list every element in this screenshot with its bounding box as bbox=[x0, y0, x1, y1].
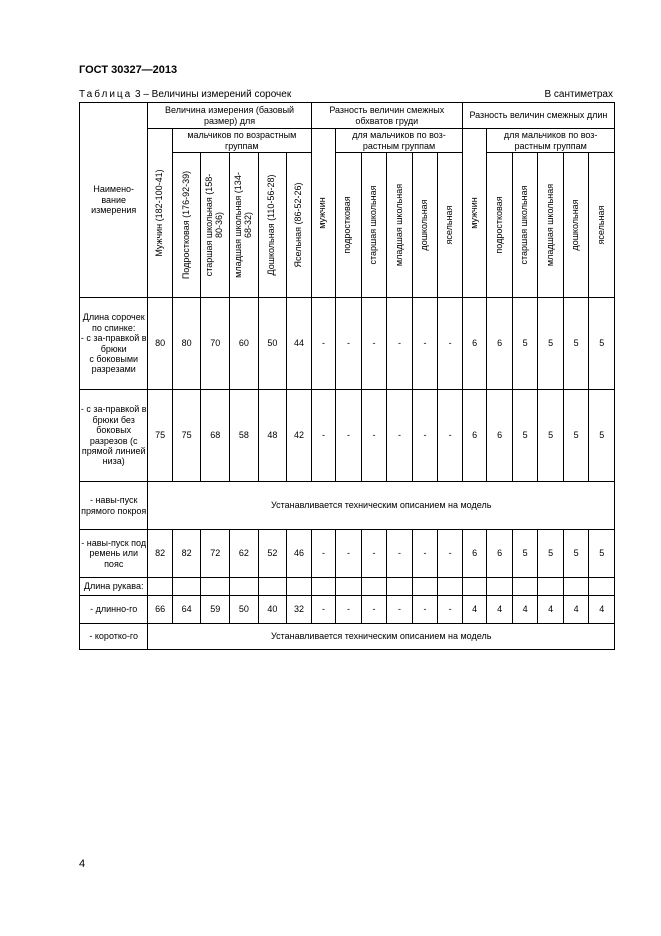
value-cell: - bbox=[311, 530, 336, 578]
value-cell: - bbox=[412, 530, 438, 578]
value-cell: 58 bbox=[230, 390, 259, 482]
value-cell: 66 bbox=[148, 596, 173, 624]
header-col: старшая школьная bbox=[512, 153, 538, 298]
value-cell: - bbox=[387, 298, 413, 390]
header-col: младшая школьная bbox=[538, 153, 564, 298]
value-cell bbox=[589, 578, 615, 596]
value-cell bbox=[172, 578, 201, 596]
table-caption-prefix: Таблица bbox=[79, 89, 133, 100]
value-cell: 75 bbox=[172, 390, 201, 482]
header-boys-girth: для мальчиков по воз-растным группам bbox=[336, 129, 463, 153]
header-col: Мужчин (182-100-41) bbox=[148, 129, 173, 298]
value-cell: - bbox=[412, 596, 438, 624]
value-cell: - bbox=[361, 596, 387, 624]
value-cell: 5 bbox=[538, 390, 564, 482]
value-cell: 4 bbox=[487, 596, 513, 624]
value-cell: 6 bbox=[487, 390, 513, 482]
value-cell: 6 bbox=[462, 298, 487, 390]
value-cell: 5 bbox=[563, 390, 589, 482]
header-col: мужчин bbox=[311, 129, 336, 298]
merged-note-cell: Устанавливается техническим описанием на модель bbox=[148, 482, 615, 530]
value-cell: 4 bbox=[589, 596, 615, 624]
value-cell: 59 bbox=[201, 596, 230, 624]
value-cell bbox=[538, 578, 564, 596]
header-col: старшая школьная bbox=[361, 153, 387, 298]
value-cell: 46 bbox=[287, 530, 312, 578]
value-cell bbox=[201, 578, 230, 596]
header-col: подростковая bbox=[487, 153, 513, 298]
value-cell: - bbox=[412, 390, 438, 482]
units-note: В сантиметрах bbox=[544, 89, 613, 100]
table-row bbox=[80, 578, 615, 596]
document-title: ГОСТ 30327—2013 bbox=[79, 64, 178, 76]
row-label: - длинно-го bbox=[80, 596, 148, 624]
value-cell: 40 bbox=[258, 596, 287, 624]
row-label: - коротко-го bbox=[80, 624, 148, 650]
value-cell: - bbox=[438, 530, 463, 578]
row-label: Длина рукава: bbox=[80, 578, 148, 596]
header-group-length: Разность величин смежных длин bbox=[462, 103, 614, 129]
merged-note-cell: Устанавливается техническим описанием на модель bbox=[148, 624, 615, 650]
header-col: дошкольная bbox=[563, 153, 589, 298]
row-label: - навы-пуск прямого покроя bbox=[80, 482, 148, 530]
table-caption-row bbox=[79, 89, 613, 102]
header-col: ясельная bbox=[438, 153, 463, 298]
value-cell: - bbox=[387, 530, 413, 578]
value-cell: 4 bbox=[563, 596, 589, 624]
value-cell: - bbox=[311, 298, 336, 390]
table-row bbox=[80, 530, 615, 578]
value-cell: 48 bbox=[258, 390, 287, 482]
value-cell: 5 bbox=[589, 390, 615, 482]
value-cell: 6 bbox=[462, 530, 487, 578]
value-cell: 60 bbox=[230, 298, 259, 390]
value-cell: 5 bbox=[538, 298, 564, 390]
value-cell bbox=[336, 578, 362, 596]
value-cell: 6 bbox=[462, 390, 487, 482]
value-cell: 5 bbox=[589, 298, 615, 390]
value-cell: 50 bbox=[258, 298, 287, 390]
header-boys-length: для мальчиков по воз-растным группам bbox=[487, 129, 615, 153]
value-cell: 4 bbox=[538, 596, 564, 624]
header-group-base: Величина измерения (базовый размер) для bbox=[148, 103, 311, 129]
value-cell: 80 bbox=[148, 298, 173, 390]
table-row bbox=[80, 482, 615, 530]
header-col: младшая школьная (134-68-32) bbox=[230, 153, 259, 298]
header-col: ясельная bbox=[589, 153, 615, 298]
row-label: - навы-пуск под ремень или пояс bbox=[80, 530, 148, 578]
value-cell: 5 bbox=[563, 530, 589, 578]
value-cell: 44 bbox=[287, 298, 312, 390]
value-cell: 5 bbox=[563, 298, 589, 390]
value-cell bbox=[563, 578, 589, 596]
value-cell: 70 bbox=[201, 298, 230, 390]
table-caption bbox=[79, 89, 291, 100]
value-cell: 72 bbox=[201, 530, 230, 578]
value-cell: 6 bbox=[487, 298, 513, 390]
table-caption-text: 3 – Величины измерений сорочек bbox=[132, 89, 292, 100]
value-cell: - bbox=[412, 298, 438, 390]
value-cell bbox=[387, 578, 413, 596]
table-row bbox=[80, 298, 615, 390]
value-cell bbox=[287, 578, 312, 596]
value-cell: - bbox=[438, 390, 463, 482]
value-cell: - bbox=[336, 298, 362, 390]
value-cell: 32 bbox=[287, 596, 312, 624]
value-cell: - bbox=[387, 596, 413, 624]
value-cell: 82 bbox=[148, 530, 173, 578]
value-cell: - bbox=[336, 390, 362, 482]
value-cell: 5 bbox=[512, 530, 538, 578]
value-cell: - bbox=[336, 596, 362, 624]
value-cell: 68 bbox=[201, 390, 230, 482]
header-name-col: Наимено-вание измерения bbox=[80, 103, 148, 298]
value-cell: 6 bbox=[487, 530, 513, 578]
header-col: дошкольная bbox=[412, 153, 438, 298]
header-group-girth: Разность величин смежных обхватов груди bbox=[311, 103, 462, 129]
value-cell bbox=[462, 578, 487, 596]
value-cell bbox=[230, 578, 259, 596]
value-cell: - bbox=[311, 596, 336, 624]
value-cell: 52 bbox=[258, 530, 287, 578]
value-cell: 4 bbox=[512, 596, 538, 624]
value-cell bbox=[412, 578, 438, 596]
value-cell: - bbox=[438, 298, 463, 390]
value-cell: - bbox=[361, 298, 387, 390]
header-col: подростковая bbox=[336, 153, 362, 298]
value-cell: - bbox=[336, 530, 362, 578]
value-cell: - bbox=[361, 530, 387, 578]
table-row bbox=[80, 624, 615, 650]
value-cell bbox=[258, 578, 287, 596]
value-cell bbox=[487, 578, 513, 596]
value-cell: 5 bbox=[589, 530, 615, 578]
table-row bbox=[80, 596, 615, 624]
page-number: 4 bbox=[79, 858, 86, 870]
value-cell: 5 bbox=[512, 298, 538, 390]
header-col: мужчин bbox=[462, 129, 487, 298]
header-col: Дошкольная (110-56-28) bbox=[258, 153, 287, 298]
value-cell: 5 bbox=[512, 390, 538, 482]
value-cell: 64 bbox=[172, 596, 201, 624]
row-label: - с за-правкой в брюки без боковых разрезов (с прямой линией низа) bbox=[80, 390, 148, 482]
value-cell: 75 bbox=[148, 390, 173, 482]
value-cell: 4 bbox=[462, 596, 487, 624]
header-col: старшая школьная (158-80-36) bbox=[201, 153, 230, 298]
header-col: младшая школьная bbox=[387, 153, 413, 298]
value-cell: 5 bbox=[538, 530, 564, 578]
value-cell: 82 bbox=[172, 530, 201, 578]
value-cell: - bbox=[438, 596, 463, 624]
value-cell: 62 bbox=[230, 530, 259, 578]
measurements-table bbox=[79, 102, 615, 650]
value-cell bbox=[148, 578, 173, 596]
value-cell: - bbox=[387, 390, 413, 482]
value-cell bbox=[311, 578, 336, 596]
value-cell: - bbox=[311, 390, 336, 482]
header-col: Подростковая (176-92-39) bbox=[172, 153, 201, 298]
value-cell bbox=[512, 578, 538, 596]
value-cell bbox=[361, 578, 387, 596]
value-cell bbox=[438, 578, 463, 596]
header-boys-base: мальчиков по возрастным группам bbox=[172, 129, 311, 153]
value-cell: 80 bbox=[172, 298, 201, 390]
value-cell: - bbox=[361, 390, 387, 482]
row-label: Длина сорочек по спинке: - с за-правкой в брюки с боковыми разрезами bbox=[80, 298, 148, 390]
header-col: Ясельная (86-52-26) bbox=[287, 153, 312, 298]
value-cell: 50 bbox=[230, 596, 259, 624]
value-cell: 42 bbox=[287, 390, 312, 482]
table-row bbox=[80, 390, 615, 482]
